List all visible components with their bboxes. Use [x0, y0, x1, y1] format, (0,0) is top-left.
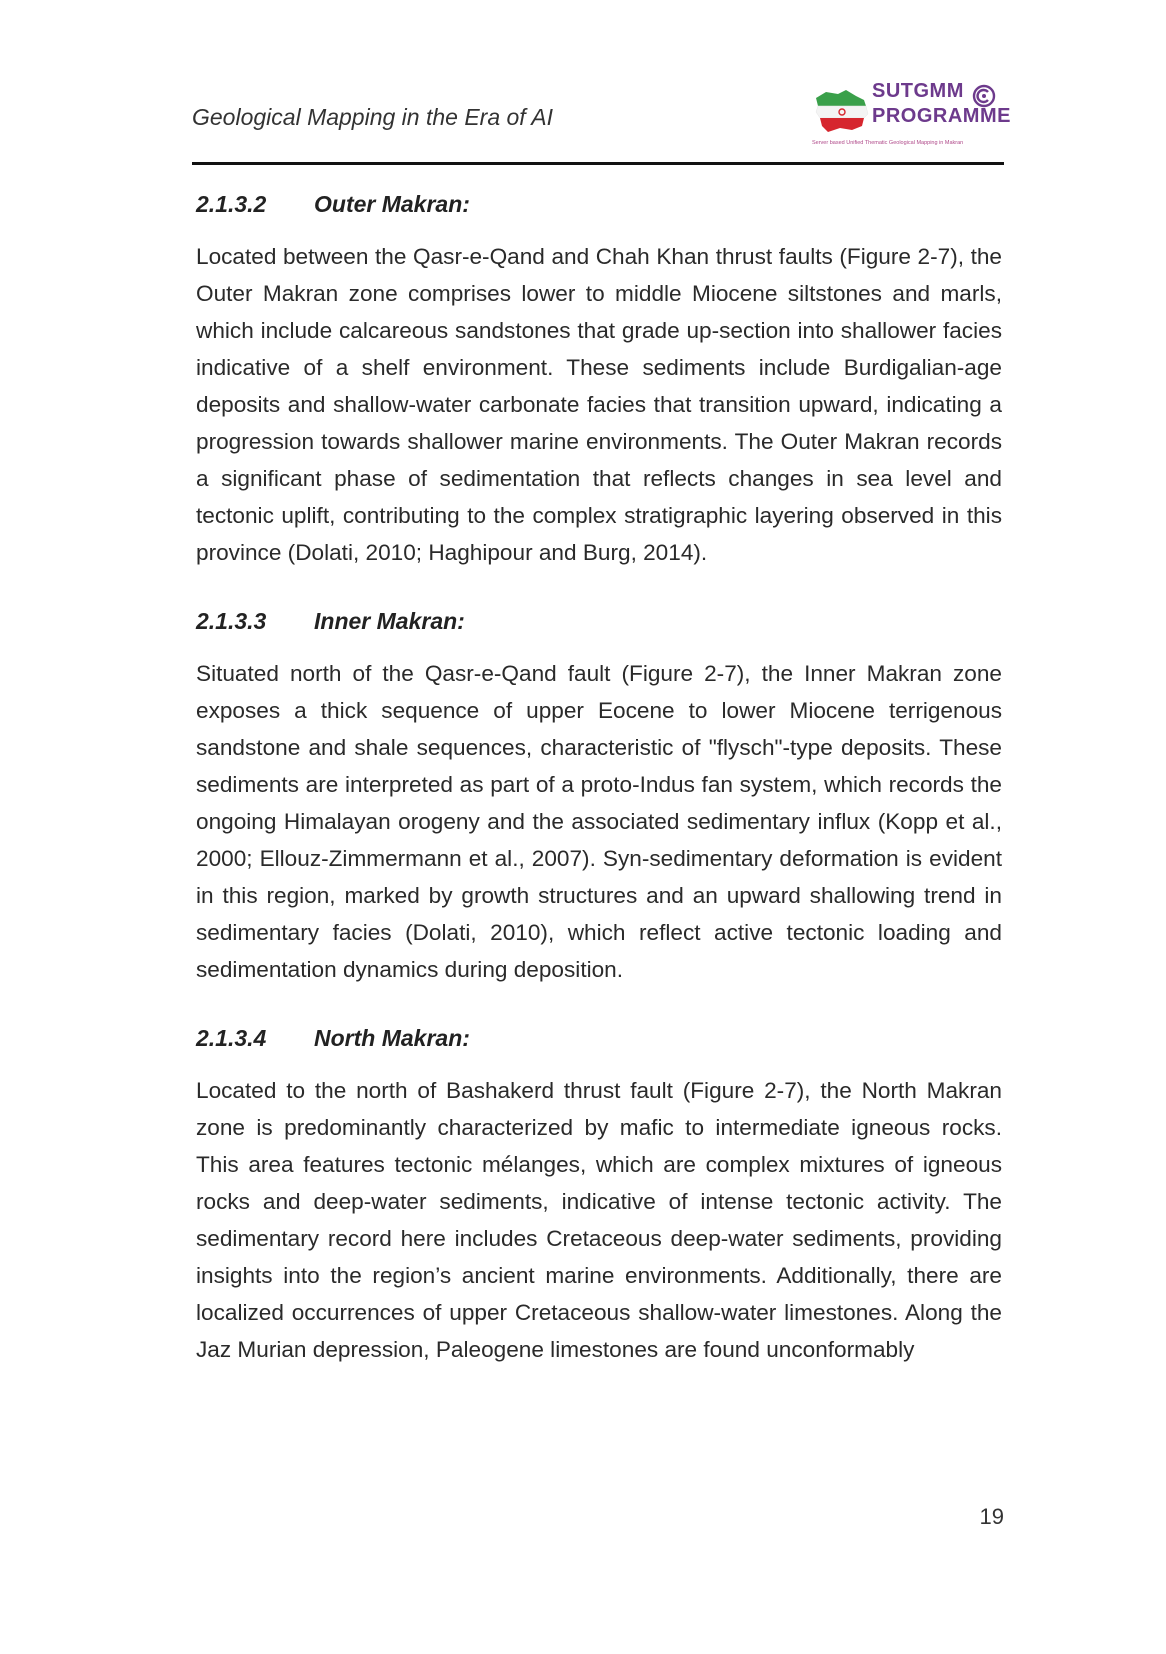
page-header: [192, 78, 1011, 166]
section-title: Outer Makran:: [314, 190, 470, 217]
section-paragraph: Located to the north of Bashakerd thrust fault (Figure 2-7), the North Makran zone is predominantly characterized by mafic to intermediate igneous rocks. This area features tectonic mélanges, which are complex mixtures of igneous rocks and deep-water sediments, indicative of intense tectonic activity. The sedimentary record here includes Cretaceous deep-water sediments, providing insights into the region’s ancient marine environments. Additionally, there are localized occurrences of upper Cretaceous shallow-water limestones. Along the Jaz Murian depression, Paleogene limestones are found unconformably: [196, 1078, 1002, 1362]
iran-map-flag-icon: [812, 88, 870, 134]
section-north-makran: [196, 1022, 1002, 1368]
main-content: [196, 188, 1002, 1368]
section-heading: [196, 1022, 1002, 1054]
page-number: 19: [979, 1504, 1004, 1529]
section-number: 2.1.3.3: [196, 607, 267, 634]
section-number: 2.1.3.2: [196, 190, 267, 217]
section-outer-makran: [196, 188, 1002, 571]
logo-subtitle: PROGRAMME: [872, 105, 1011, 127]
logo-title: SUTGMM: [872, 80, 964, 102]
section-inner-makran: [196, 605, 1002, 988]
section-number: 2.1.3.4: [196, 1024, 267, 1051]
section-title: North Makran:: [314, 1024, 470, 1051]
section-heading: [196, 188, 1002, 220]
section-paragraph: Located between the Qasr-e-Qand and Chah Khan thrust faults (Figure 2-7), the Outer Makran zone comprises lower to middle Miocene siltstones and marls, which include calcareous sandstones that grade up-section into shallower facies indicative of a shelf environment. These sediments include Burdigalian-age deposits and shallow-water carbonate facies that transition upward, indicating a progression towards shallower marine environments. The Outer Makran records a significant phase of sedimentation that reflects changes in sea level and tectonic uplift, contributing to the complex stratigraphic layering observed in this province (Dolati, 2010; Haghipour and Burg, 2014).: [196, 244, 1002, 565]
emblem-icon: [972, 84, 996, 108]
section-title: Inner Makran:: [314, 607, 465, 634]
section-paragraph: Situated north of the Qasr-e-Qand fault (Figure 2-7), the Inner Makran zone exposes a thick sequence of upper Eocene to lower Miocene terrigenous sandstone and shale sequences, characteristic of "flysch"-type deposits. These sediments are interpreted as part of a proto-Indus fan system, which records the ongoing Himalayan orogeny and the associated sedimentary influx (Kopp et al., 2000; Ellouz-Zimmermann et al., 2007). Syn-sedimentary deformation is evident in this region, marked by growth structures and an upward shallowing trend in sedimentary facies (Dolati, 2010), which reflect active tectonic loading and sedimentation dynamics during deposition.: [196, 661, 1002, 982]
running-title: Geological Mapping in the Era of AI: [192, 104, 553, 130]
sutgmm-logo: [812, 80, 1011, 152]
header-divider: [192, 162, 1004, 165]
logo-tagline: Server based Unified Thematic Geological Mapping in Makran: [812, 140, 964, 146]
section-heading: [196, 605, 1002, 637]
